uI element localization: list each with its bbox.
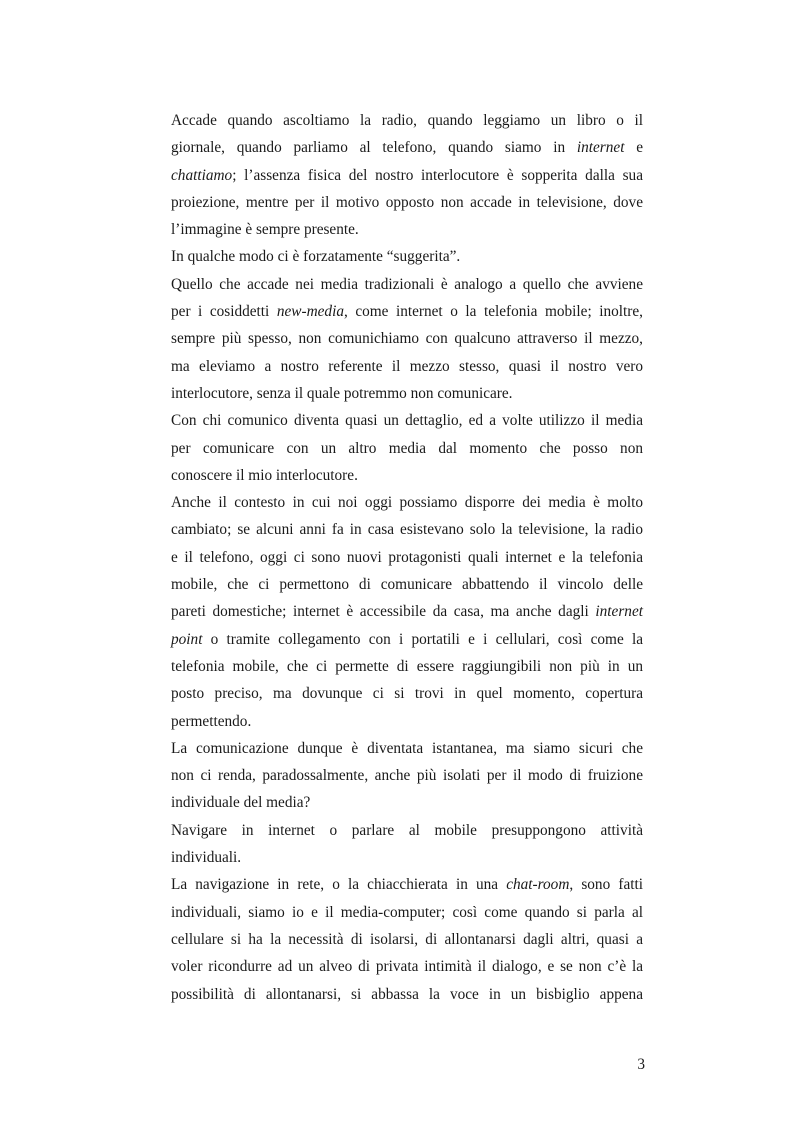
text-run: pareti domestiche; internet è accessibile da casa, ma anche dagli: [171, 603, 596, 621]
text-line: [171, 789, 643, 816]
text-line: [171, 435, 643, 462]
text-line: [171, 680, 643, 707]
text-run: posto preciso, ma dovunque ci si trovi in quel momento, copertura: [171, 685, 643, 703]
text-run: possibilità di allontanarsi, si abbassa la voce in un bisbiglio appena: [171, 985, 643, 1003]
paragraph: [171, 489, 643, 735]
text-line: [171, 953, 643, 980]
text-line: [171, 598, 643, 625]
text-run: individuali, siamo io e il media-computer; così come quando si parla al: [171, 903, 643, 921]
text-line: [171, 489, 643, 516]
text-line: [171, 708, 643, 735]
text-line: [171, 899, 643, 926]
text-run: La comunicazione dunque è diventata istantanea, ma siamo sicuri che: [171, 739, 643, 757]
text-run: Anche il contesto in cui noi oggi possiamo disporre dei media è molto: [171, 494, 643, 512]
text-line: [171, 735, 643, 762]
text-line: [171, 516, 643, 543]
text-line: [171, 298, 643, 325]
text-run: per i cosiddetti: [171, 303, 277, 321]
body-text: [171, 107, 643, 1008]
text-line: [171, 216, 643, 243]
text-run: cellulare si ha la necessità di isolarsi, di allontanarsi dagli altri, quasi a: [171, 930, 643, 948]
text-run: telefonia mobile, che ci permette di essere raggiungibili non più in un: [171, 657, 643, 675]
text-line: [171, 981, 643, 1008]
text-line: [171, 817, 643, 844]
text-run: individuali.: [171, 849, 242, 867]
paragraph: [171, 243, 643, 270]
paragraph: [171, 871, 643, 1007]
text-line: [171, 462, 643, 489]
italic-text: chattiamo: [171, 166, 233, 184]
paragraph: [171, 107, 643, 243]
text-run: e il telefono, oggi ci sono nuovi protagonisti quali internet e la telefonia: [171, 548, 643, 566]
text-run: conoscere il mio interlocutore.: [171, 466, 358, 484]
italic-text: point: [171, 630, 203, 648]
text-run: interlocutore, senza il quale potremmo non comunicare.: [171, 384, 513, 402]
text-run: voler ricondurre ad un alveo di privata intimità il dialogo, e se non c’è la: [171, 958, 643, 976]
text-line: [171, 189, 643, 216]
italic-text: internet: [595, 603, 643, 621]
text-run: Con chi comunico diventa quasi un dettaglio, ed a volte utilizzo il media: [171, 412, 643, 430]
page-number: 3: [637, 1056, 645, 1073]
text-line: [171, 871, 643, 898]
text-line: [171, 653, 643, 680]
text-line: [171, 325, 643, 352]
text-run: ma eleviamo a nostro referente il mezzo stesso, quasi il nostro vero: [171, 357, 643, 375]
text-line: [171, 134, 643, 161]
text-run: , come internet o la telefonia mobile; inoltre,: [343, 303, 643, 321]
italic-text: new-media: [276, 303, 344, 321]
text-run: sempre più spesso, non comunichiamo con qualcuno attraverso il mezzo,: [171, 330, 643, 348]
text-run: Navigare in internet o parlare al mobile presuppongono attività: [171, 821, 643, 839]
text-run: cambiato; se alcuni anni fa in casa esistevano solo la televisione, la radio: [171, 521, 643, 539]
text-line: [171, 626, 643, 653]
paragraph: [171, 407, 643, 489]
text-run: In qualche modo ci è forzatamente “suggerita”.: [171, 248, 461, 266]
text-line: [171, 380, 643, 407]
text-line: [171, 544, 643, 571]
text-run: , sono fatti: [569, 876, 643, 894]
text-line: [171, 162, 643, 189]
text-run: La navigazione in rete, o la chiacchierata in una: [171, 876, 507, 894]
text-run: proiezione, mentre per il motivo opposto non accade in televisione, dove: [171, 193, 643, 211]
text-run: Accade quando ascoltiamo la radio, quando leggiamo un libro o il: [171, 112, 643, 129]
text-line: [171, 762, 643, 789]
text-run: permettendo.: [171, 712, 252, 730]
italic-text: internet: [576, 139, 625, 157]
italic-text: chat-room: [506, 876, 570, 894]
text-line: [171, 844, 643, 871]
text-line: [171, 407, 643, 434]
text-line: [171, 243, 643, 270]
text-line: [171, 571, 643, 598]
text-run: individuale del media?: [171, 794, 311, 812]
text-run: giornale, quando parliamo al telefono, quando siamo in: [171, 139, 577, 157]
text-run: mobile, che ci permettono di comunicare abbattendo il vincolo delle: [171, 576, 643, 594]
paragraph: [171, 271, 643, 407]
text-run: non ci renda, paradossalmente, anche più isolati per il modo di fruizione: [171, 767, 643, 785]
text-run: l’immagine è sempre presente.: [171, 221, 359, 239]
text-run: per comunicare con un altro media dal momento che posso non: [171, 439, 643, 457]
paragraph: [171, 735, 643, 817]
text-line: [171, 353, 643, 380]
text-run: Quello che accade nei media tradizionali è analogo a quello che avviene: [171, 275, 643, 293]
paragraph: [171, 817, 643, 872]
text-run: e: [624, 139, 643, 157]
text-run: o tramite collegamento con i portatili e i cellulari, così come la: [202, 630, 643, 648]
text-line: [171, 271, 643, 298]
text-line: [171, 107, 643, 134]
text-run: ; l’assenza fisica del nostro interlocutore è sopperita dalla sua: [232, 166, 643, 184]
text-line: [171, 926, 643, 953]
